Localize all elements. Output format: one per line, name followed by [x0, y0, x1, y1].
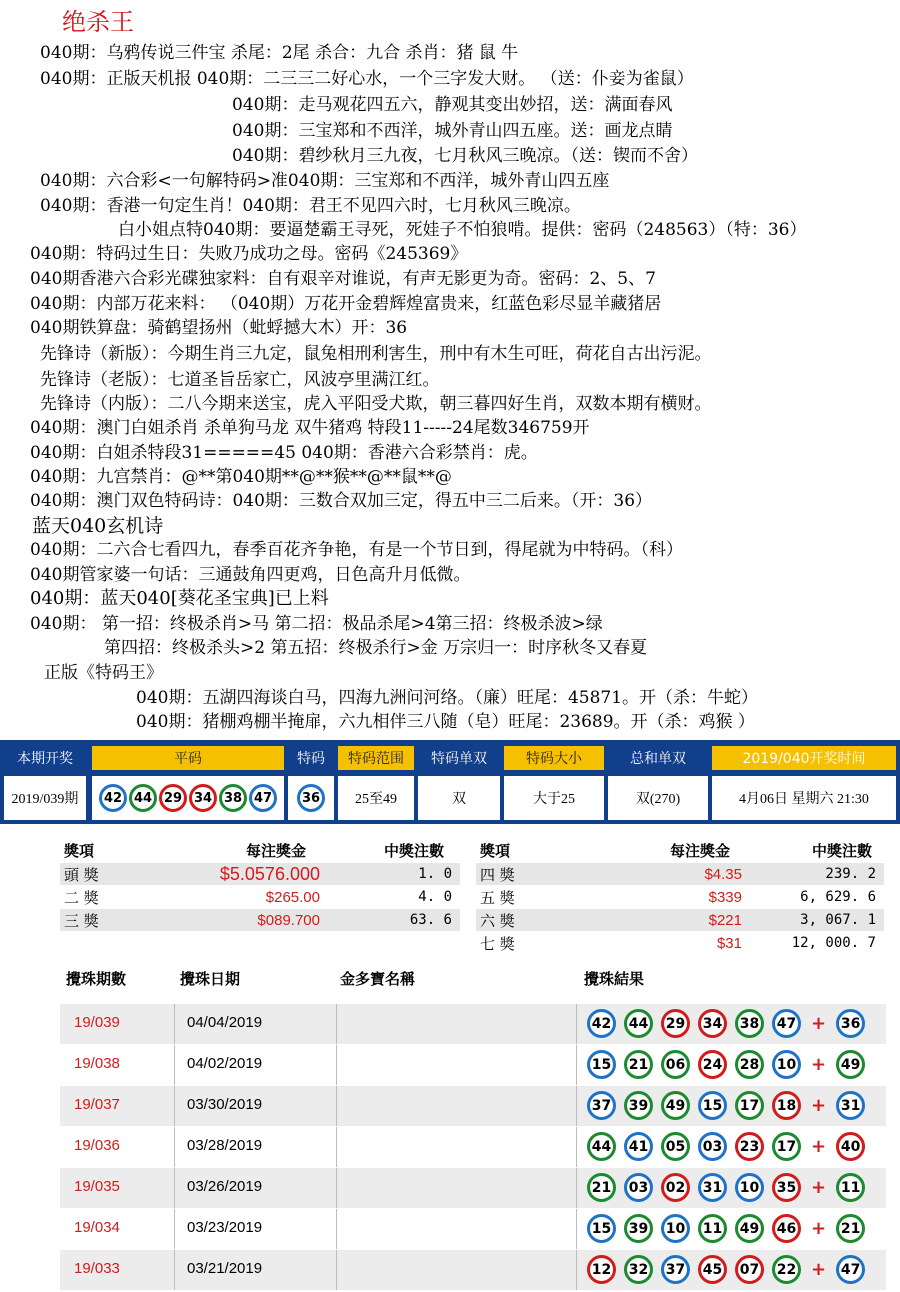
- prize-row: [476, 932, 884, 954]
- plus-sign: +: [811, 1177, 827, 1198]
- text-line: 040期铁算盘：骑鹤望扬州（蚍蜉撼大木）开：36: [30, 318, 408, 338]
- lottery-ball: 10: [661, 1214, 690, 1243]
- text-line: 040期：六合彩<一句解特码>准040期：三宝郑和不西洋，城外青山四五座: [40, 171, 610, 191]
- text-line: 040期：三宝郑和不西洋，城外青山四五座。送：画龙点睛: [232, 121, 673, 141]
- history-period: 19/035: [74, 1178, 120, 1195]
- lottery-ball: 06: [661, 1050, 690, 1079]
- history-row: [60, 1127, 886, 1167]
- text-line: 040期：走马观花四五六，静观其变出妙招，送：满面春风: [232, 95, 673, 115]
- lottery-ball: 10: [735, 1173, 764, 1202]
- special-size: 大于25: [504, 776, 604, 820]
- lottery-ball: 15: [698, 1091, 727, 1120]
- prize-header-count-2: 中獎注數: [812, 842, 873, 860]
- lottery-ball: 39: [624, 1091, 653, 1120]
- prize-name: 六 獎: [480, 911, 515, 930]
- history-date: 03/23/2019: [187, 1219, 263, 1236]
- lottery-ball: 47: [249, 784, 277, 812]
- prize-amount: $089.700: [257, 911, 320, 929]
- lottery-ball: 42: [587, 1009, 616, 1038]
- history-header-name: 金多寶名稱: [340, 970, 416, 988]
- prize-name: 二 獎: [64, 888, 99, 907]
- lottery-ball: 44: [587, 1132, 616, 1161]
- text-line: 040期：香港一句定生肖！040期：君王不见四六时，七月秋风三晚凉。: [40, 196, 581, 216]
- lottery-ball: 35: [772, 1173, 801, 1202]
- lottery-ball: 15: [587, 1050, 616, 1079]
- prize-count: 4. 0: [418, 889, 452, 905]
- prize-name: 五 獎: [480, 888, 515, 907]
- lottery-ball: 12: [587, 1255, 616, 1284]
- header-next-draw-time: 2019/040开奖时间: [712, 746, 896, 770]
- prize-row: [60, 909, 460, 931]
- lottery-ball: 24: [698, 1050, 727, 1079]
- lottery-ball: 32: [624, 1255, 653, 1284]
- text-line: 040期：特码过生日：失败乃成功之母。密码《245369》: [30, 244, 468, 264]
- prize-amount: $339: [708, 888, 742, 906]
- lottery-ball: 23: [735, 1132, 764, 1161]
- lottery-ball: 49: [735, 1214, 764, 1243]
- prize-count: 3, 067. 1: [800, 912, 876, 928]
- text-line: 先锋诗（老版）：七道圣旨岳家亡，风波亭里满江红。: [40, 370, 440, 390]
- lottery-ball: 22: [772, 1255, 801, 1284]
- lottery-ball: 44: [129, 784, 157, 812]
- prize-count: 12, 000. 7: [791, 935, 876, 951]
- text-line: 040期香港六合彩光碟独家料：自有艰辛对谁说，有声无影更为奇。密码：2、5、7: [30, 269, 656, 289]
- lottery-ball: 31: [698, 1173, 727, 1202]
- history-balls: [583, 1091, 869, 1120]
- text-line: 040期：内部万花来料： （040期）万花开金碧辉煌富贵来，红蓝色彩尽显羊藏猪居: [30, 294, 662, 314]
- lottery-ball: 17: [772, 1132, 801, 1161]
- text-line: 040期：二六合七看四九，春季百花齐争艳，有是一个节日到，得尾就为中特码。（科）: [30, 540, 683, 560]
- text-line: 先锋诗（内版）：二八今期来送宝，虎入平阳受犬欺，朝三暮四好生肖，双数本期有横财。: [40, 394, 712, 414]
- history-header-date: 攪珠日期: [180, 970, 241, 988]
- text-line: 040期管家婆一句话：三通鼓角四更鸡，日色高升月低微。: [30, 565, 471, 585]
- prize-header-name: 獎項: [64, 842, 95, 860]
- header-normal-numbers: 平码: [92, 746, 284, 770]
- plus-sign: +: [811, 1054, 827, 1075]
- page-title: 绝杀王: [62, 8, 134, 36]
- text-line: 040期： 第一招：终极杀肖>马 第二招：极品杀尾>4第三招：终极杀波>绿: [30, 614, 603, 634]
- lottery-ball: 36: [297, 784, 325, 812]
- history-date: 03/30/2019: [187, 1096, 263, 1113]
- text-line: 先锋诗（新版）：今期生肖三九定，鼠兔相刑利害生，刑中有木生可旺，荷花自古出污泥。: [40, 344, 712, 364]
- text-line: 040期：蓝天040[葵花圣宝典]已上料: [30, 588, 329, 609]
- history-balls: [583, 1009, 869, 1038]
- header-current-draw: 本期开奖: [17, 751, 73, 767]
- prize-amount: $5.0576.000: [219, 863, 320, 884]
- history-date: 03/26/2019: [187, 1178, 263, 1195]
- text-line: 正版《特码王》: [44, 663, 163, 683]
- history-balls: [583, 1050, 869, 1079]
- plus-sign: +: [811, 1095, 827, 1116]
- text-line: 040期：碧纱秋月三九夜，七月秋风三晚凉。（送：锲而不舍）: [232, 146, 698, 166]
- lottery-ball: 41: [624, 1132, 653, 1161]
- lottery-ball: 46: [772, 1214, 801, 1243]
- lottery-ball: 49: [661, 1091, 690, 1120]
- history-row: [60, 1086, 886, 1126]
- header-special-odd-even: 特码单双: [431, 751, 487, 767]
- prize-row: [60, 886, 460, 908]
- plus-sign: +: [811, 1013, 827, 1034]
- special-range: 25至49: [338, 776, 414, 820]
- prize-name: 頭 獎: [64, 865, 99, 884]
- lottery-ball: 28: [735, 1050, 764, 1079]
- lottery-ball: 17: [735, 1091, 764, 1120]
- prize-header-amount: 每注獎金: [246, 842, 307, 860]
- header-special: 特码: [297, 751, 325, 767]
- lottery-ball: 37: [661, 1255, 690, 1284]
- lottery-ball: 03: [698, 1132, 727, 1161]
- lottery-ball: 07: [735, 1255, 764, 1284]
- history-header-result: 攪珠結果: [584, 970, 645, 988]
- prize-count: 63. 6: [409, 912, 452, 928]
- history-date: 03/21/2019: [187, 1260, 263, 1277]
- header-special-range: 特码范围: [338, 746, 414, 770]
- lottery-ball: 31: [836, 1091, 865, 1120]
- prize-row: [476, 909, 884, 931]
- text-line: 040期：猪棚鸡棚半掩扉，六九相伴三八随（皂）旺尾：23689。开（杀：鸡猴 ）: [136, 712, 755, 732]
- prize-count: 239. 2: [825, 866, 876, 882]
- history-balls: [583, 1255, 869, 1284]
- header-sum-odd-even: 总和单双: [630, 751, 686, 767]
- lottery-ball: 38: [735, 1009, 764, 1038]
- section-heading: 蓝天040玄机诗: [32, 515, 164, 537]
- lottery-ball: 37: [587, 1091, 616, 1120]
- prize-amount: $31: [716, 934, 742, 952]
- history-period: 19/038: [74, 1055, 120, 1072]
- text-line: 040期：白姐杀特段31=====45 040期：香港六合彩禁肖：虎。: [30, 443, 538, 463]
- text-line: 040期：澳门双色特码诗：040期：三数合双加三定，得五中三二后来。（开：36）: [30, 491, 653, 511]
- lottery-ball: 18: [772, 1091, 801, 1120]
- text-line: 040期：正版天机报 040期：二三三二好心水，一个三字发大财。 （送：仆妾为雀鼠）: [40, 69, 694, 89]
- prize-header-name-2: 獎項: [480, 842, 511, 860]
- history-header-period: 攪珠期數: [66, 970, 127, 988]
- lottery-ball: 42: [99, 784, 127, 812]
- text-line: 040期：五湖四海谈白马，四海九洲问河络。（廉）旺尾：45871。开（杀：牛蛇）: [136, 688, 759, 708]
- lottery-ball: 49: [836, 1050, 865, 1079]
- text-line: 040期：澳门白姐杀肖 杀单狗马龙 双牛猪鸡 特段11-----24尾数346759开: [30, 418, 590, 438]
- text-line: 第四招：终极杀头>2 第五招：终极杀行>金 万宗归一：时序秋冬又春夏: [104, 638, 648, 658]
- lottery-ball: 15: [587, 1214, 616, 1243]
- history-date: 04/02/2019: [187, 1055, 263, 1072]
- lottery-ball: 40: [836, 1132, 865, 1161]
- lottery-ball: 02: [661, 1173, 690, 1202]
- special-ball-cell: [288, 776, 334, 820]
- history-balls: [583, 1173, 869, 1202]
- history-period: 19/039: [74, 1014, 120, 1031]
- prize-row: [476, 886, 884, 908]
- lottery-ball: 21: [587, 1173, 616, 1202]
- lottery-ball: 03: [624, 1173, 653, 1202]
- lottery-ball: 39: [624, 1214, 653, 1243]
- history-period: 19/034: [74, 1219, 120, 1236]
- history-row: [60, 1209, 886, 1249]
- prize-row: [476, 863, 884, 885]
- lottery-ball: 36: [836, 1009, 865, 1038]
- history-row: [60, 1168, 886, 1208]
- history-row: [60, 1045, 886, 1085]
- lottery-ball: 34: [698, 1009, 727, 1038]
- prize-header-amount-2: 每注獎金: [670, 842, 731, 860]
- normal-balls: [92, 776, 284, 820]
- lottery-ball: 10: [772, 1050, 801, 1079]
- lottery-ball: 05: [661, 1132, 690, 1161]
- lottery-ball: 34: [189, 784, 217, 812]
- history-balls: [583, 1132, 869, 1161]
- prize-header-count: 中獎注數: [384, 842, 445, 860]
- history-period: 19/037: [74, 1096, 120, 1113]
- plus-sign: +: [811, 1136, 827, 1157]
- prize-count: 6, 629. 6: [800, 889, 876, 905]
- history-row: [60, 1004, 886, 1044]
- text-line: 040期：九宫禁肖：@**第040期**@**猴**@**鼠**@: [30, 467, 452, 487]
- history-period: 19/036: [74, 1137, 120, 1154]
- history-row: [60, 1250, 886, 1290]
- plus-sign: +: [811, 1218, 827, 1239]
- prize-amount: $265.00: [265, 888, 320, 906]
- results-bar: [0, 740, 900, 824]
- lottery-ball: 11: [698, 1214, 727, 1243]
- prize-amount: $4.35: [704, 865, 742, 883]
- lottery-ball: 47: [836, 1255, 865, 1284]
- plus-sign: +: [811, 1259, 827, 1280]
- text-line: 白小姐点特040期：要逼楚霸王寻死，死娃子不怕狼啃。提供：密码（248563）（特：36）: [118, 220, 807, 240]
- lottery-ball: 29: [159, 784, 187, 812]
- lottery-ball: 21: [624, 1050, 653, 1079]
- history-period: 19/033: [74, 1260, 120, 1277]
- history-date: 04/04/2019: [187, 1014, 263, 1031]
- prize-name: 七 獎: [480, 934, 515, 953]
- lottery-ball: 45: [698, 1255, 727, 1284]
- header-special-size: 特码大小: [504, 746, 604, 770]
- prize-row: [60, 863, 460, 885]
- lottery-ball: 38: [219, 784, 247, 812]
- history-balls: [583, 1214, 869, 1243]
- history-date: 03/28/2019: [187, 1137, 263, 1154]
- lottery-ball: 47: [772, 1009, 801, 1038]
- text-line: 040期：乌鸦传说三件宝 杀尾：2尾 杀合：九合 杀肖：猪 鼠 牛: [40, 43, 519, 63]
- prize-amount: $221: [708, 911, 742, 929]
- lottery-ball: 44: [624, 1009, 653, 1038]
- draw-period: 2019/039期: [4, 776, 86, 820]
- prize-name: 四 獎: [480, 865, 515, 884]
- lottery-ball: 29: [661, 1009, 690, 1038]
- prize-count: 1. 0: [418, 866, 452, 882]
- special-odd-even: 双: [418, 776, 500, 820]
- sum-odd-even: 双(270): [608, 776, 708, 820]
- next-draw-time: 4月06日 星期六 21:30: [712, 776, 896, 820]
- prize-name: 三 獎: [64, 911, 99, 930]
- lottery-ball: 21: [836, 1214, 865, 1243]
- lottery-ball: 11: [836, 1173, 865, 1202]
